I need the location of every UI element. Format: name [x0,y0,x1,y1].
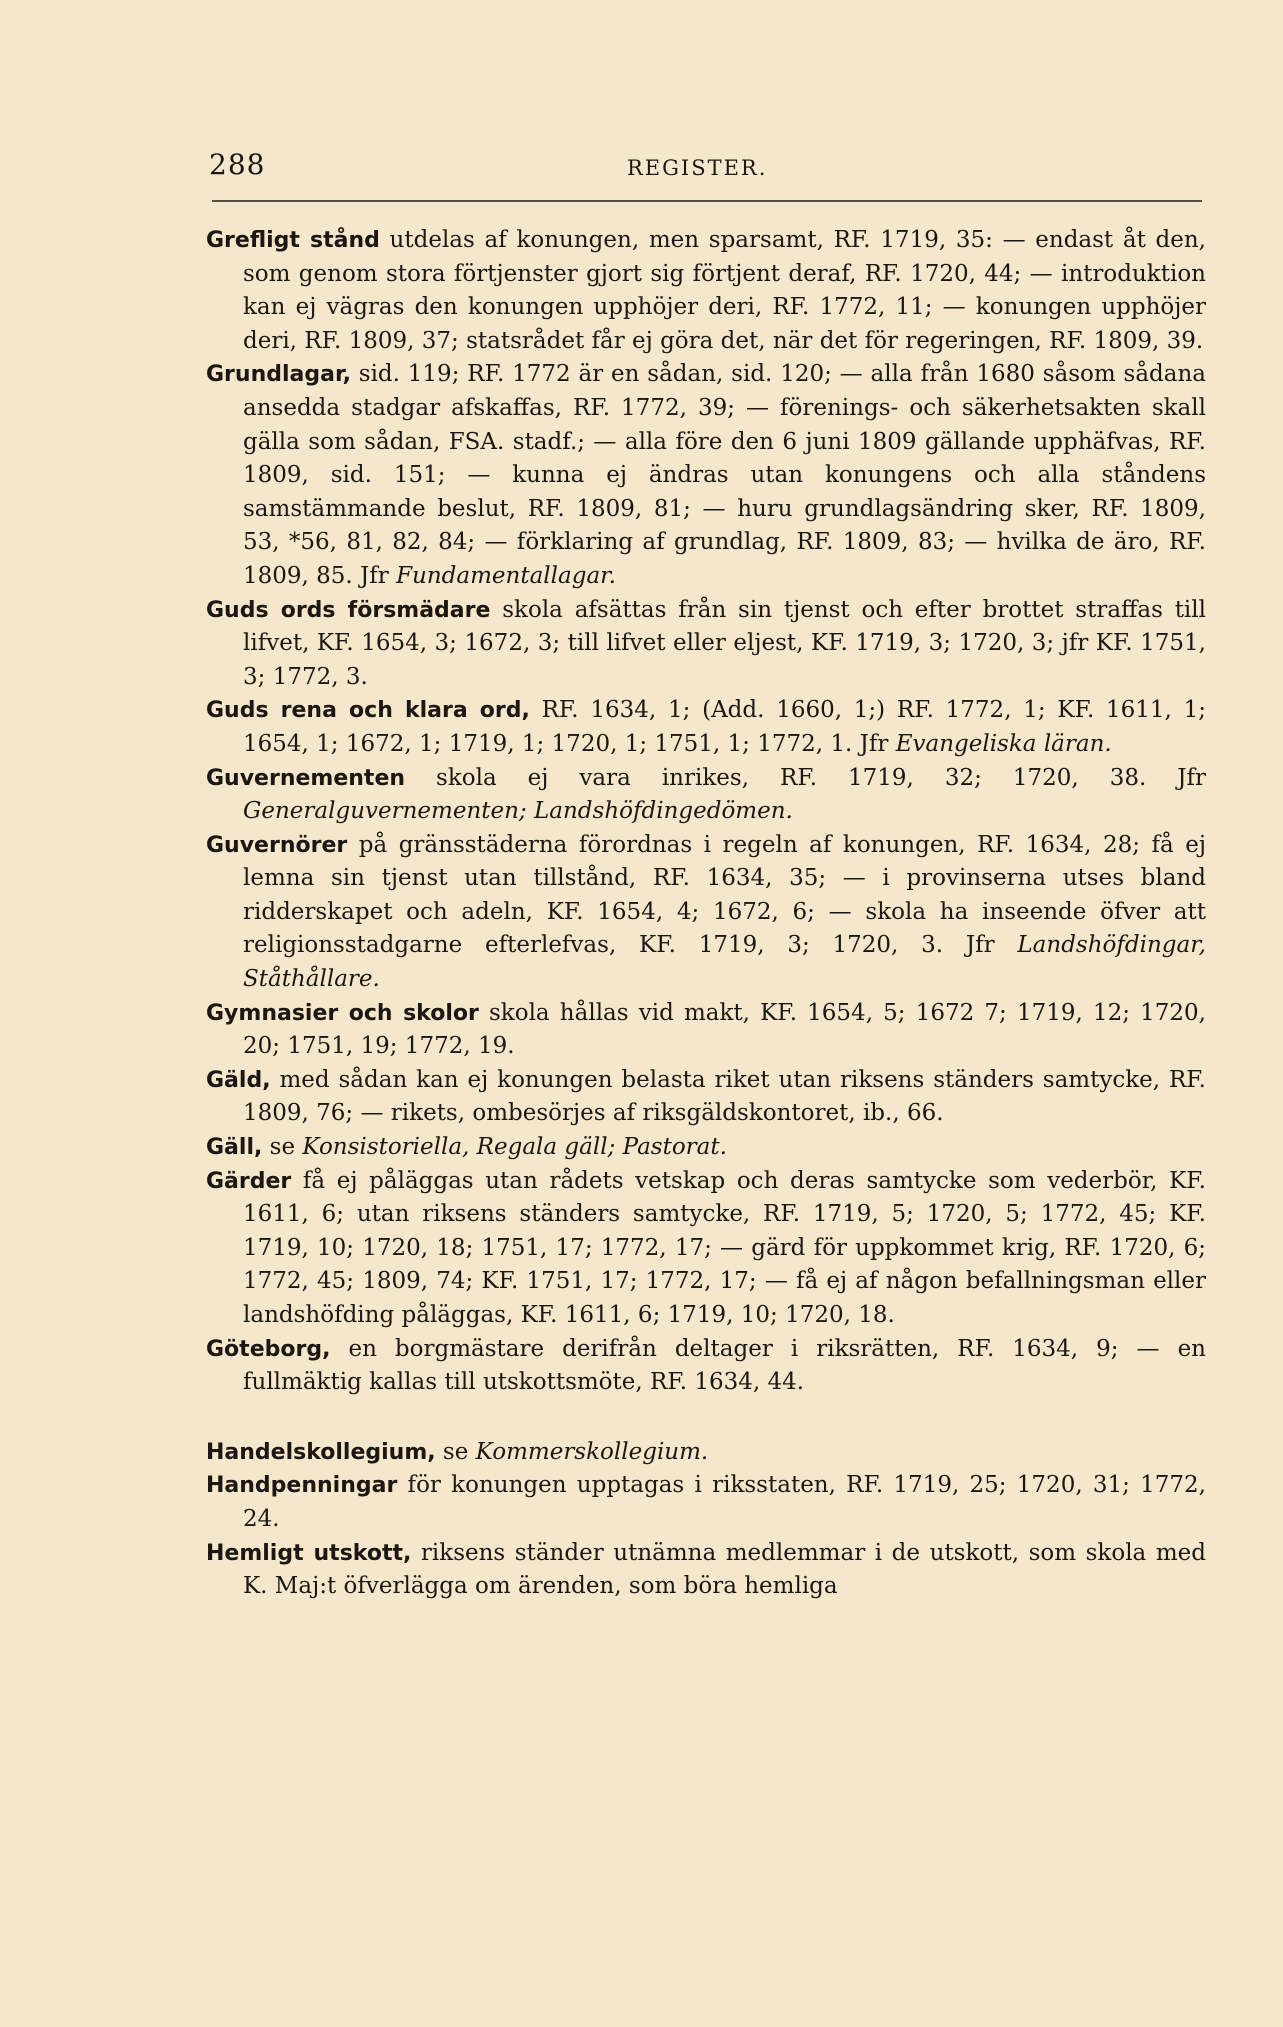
index-entry [206,1064,1206,1131]
entry-headword: Grefligt stånd [206,228,380,253]
entry-headword: Handpenningar [206,1473,398,1499]
entry-cross-reference: Fundamentallagar. [396,562,616,589]
index-entry [206,1131,1206,1165]
index-entry [206,1436,1206,1470]
entry-text: skola ej vara inrikes, RF. 1719, 32; 1720, 38. Jfr [405,764,1206,791]
entry-cross-reference: Landshöfdingar, Ståthållare. [243,932,1206,993]
running-title: REGISTER. [627,156,768,180]
entry-cross-reference: Konsistoriella, Regala gäll; Pastorat. [302,1134,727,1161]
entry-headword: Gäld, [206,1067,271,1093]
entry-text: RF. 1634, 1; (Add. 1660, 1;) RF. 1772, 1; KF. 1611, 1; 1654, 1; 1672, 1; 1719, 1; 1720, 1; 1751, 1; 1772, 1. Jfr [243,697,1206,757]
entry-cross-reference: Generalguvernementen; Landshöfdingedömen. [243,798,793,825]
entry-text: utdelas af konungen, men sparsamt, RF. 1719, 35: — endast åt den, som genom stora förtjenster gjort sig förtjent deraf, RF. 1720, 44; — introduktion kan ej vägras den konungen upphöjer deri, RF. 1772, 11; — konungen upphöjer deri, RF. 1809, 37; statsrådet får ej göra det, när det för regeringen, RF. 1809, 39. [243,227,1206,354]
entry-text: med sådan kan ej konungen belasta riket utan riksens ständers samtycke, RF. 1809, 76; — rikets, ombesörjes af riksgäldskontoret, ib., 66. [243,1066,1206,1127]
entry-text: skola afsättas från sin tjenst och efter brottet straffas till lifvet, KF. 1654, 3; 1672, 3; till lifvet eller eljest, KF. 1719, 3; 1720, 3; jfr KF. 1751, 3; 1772, 3. [243,596,1207,690]
index-entry [206,762,1206,829]
entry-headword: Guvernementen [206,765,406,791]
index-entry [206,1333,1206,1400]
index-entry [206,997,1206,1064]
entry-text: se [262,1134,303,1161]
index-entry [206,224,1206,358]
entry-text: på gränsstäderna förordnas i regeln af konungen, RF. 1634, 28; få ej lemna sin tjenst utan tillstånd, RF. 1634, 35; — i provinserna utses bland ridderskapet och adeln, KF. 1654, 4; 1672, 6; — skola ha inseende öfver att religionsstadgarne efterlefvas, KF. 1719, 3; 1720, 3. Jfr [243,831,1206,959]
entry-text: en borgmästare derifrån deltager i riksrätten, RF. 1634, 9; — en fullmäktig kallas till utskottsmöte, RF. 1634, 44. [243,1335,1206,1396]
index-entry [206,694,1206,761]
entry-cross-reference: Kommerskollegium. [475,1438,709,1465]
index-entry [206,1537,1206,1604]
entry-headword: Gymnasier och skolor [206,1000,479,1026]
entry-headword: Gärder [206,1168,292,1194]
entry-text: riksens ständer utnämna medlemmar i de utskott, som skola med K. Maj:t öfverlägga om ärenden, som böra hemliga [243,1539,1206,1600]
index-entry [206,1469,1206,1536]
entry-headword: Gäll, [206,1135,263,1161]
entry-text: få ej påläggas utan rådets vetskap och deras samtycke som vederbör, KF. 1611, 6; utan riksens ständers samtycke, RF. 1719, 5; 1720, 5; 1772, 45; KF. 1719, 10; 1720, 18; 1751, 17; 1772, 17; — gärd för uppkommet krig, RF. 1720, 6; 1772, 45; 1809, 74; KF. 1751, 17; 1772, 17; — få ej af någon befallningsman eller landshöfding påläggas, KF. 1611, 6; 1719, 10; 1720, 18. [243,1167,1206,1328]
entry-headword: Grundlagar, [206,362,351,388]
entry-text: skola hållas vid makt, KF. 1654, 5; 1672 7; 1719, 12; 1720, 20; 1751, 19; 1772, 19. [243,999,1206,1060]
index-entry [206,358,1206,593]
entry-headword: Guds ords försmädare [206,597,491,623]
entry-headword: Guvernörer [206,832,348,858]
entry-text: se [435,1438,476,1465]
section-gap [206,1400,1206,1436]
entry-headword: Handelskollegium, [206,1439,436,1465]
header-rule [212,200,1202,202]
page-number: 288 [209,148,266,181]
entry-headword: Göteborg, [206,1336,331,1362]
entry-text: för konungen upptagas i riksstaten, RF. 1719, 25; 1720, 31; 1772, 24. [243,1472,1206,1532]
index-entry [206,829,1206,997]
entry-headword: Hemligt utskott, [206,1540,412,1566]
page-header [209,148,1209,184]
index-entry [206,1165,1206,1333]
index-entries [206,224,1206,1604]
entry-cross-reference: Evangeliska läran. [895,730,1112,757]
index-entry [206,594,1206,695]
entry-headword: Guds rena och klara ord, [206,698,530,724]
entry-text: sid. 119; RF. 1772 är en sådan, sid. 120; — alla från 1680 såsom sådana ansedda stadgar afskaffas, RF. 1772, 39; — förenings- och säkerhetsakten skall gälla som sådan, FSA. stadf.; — alla före den 6 juni 1809 gällande upphäfvas, RF. 1809, sid. 151; — kunna ej ändras utan konungens och alla ståndens samstämmande beslut, RF. 1809, 81; — huru grundlagsändring sker, RF. 1809, 53, *56, 81, 82, 84; — förklaring af grundlag, RF. 1809, 83; — hvilka de äro, RF. 1809, 85. Jfr [243,361,1206,589]
